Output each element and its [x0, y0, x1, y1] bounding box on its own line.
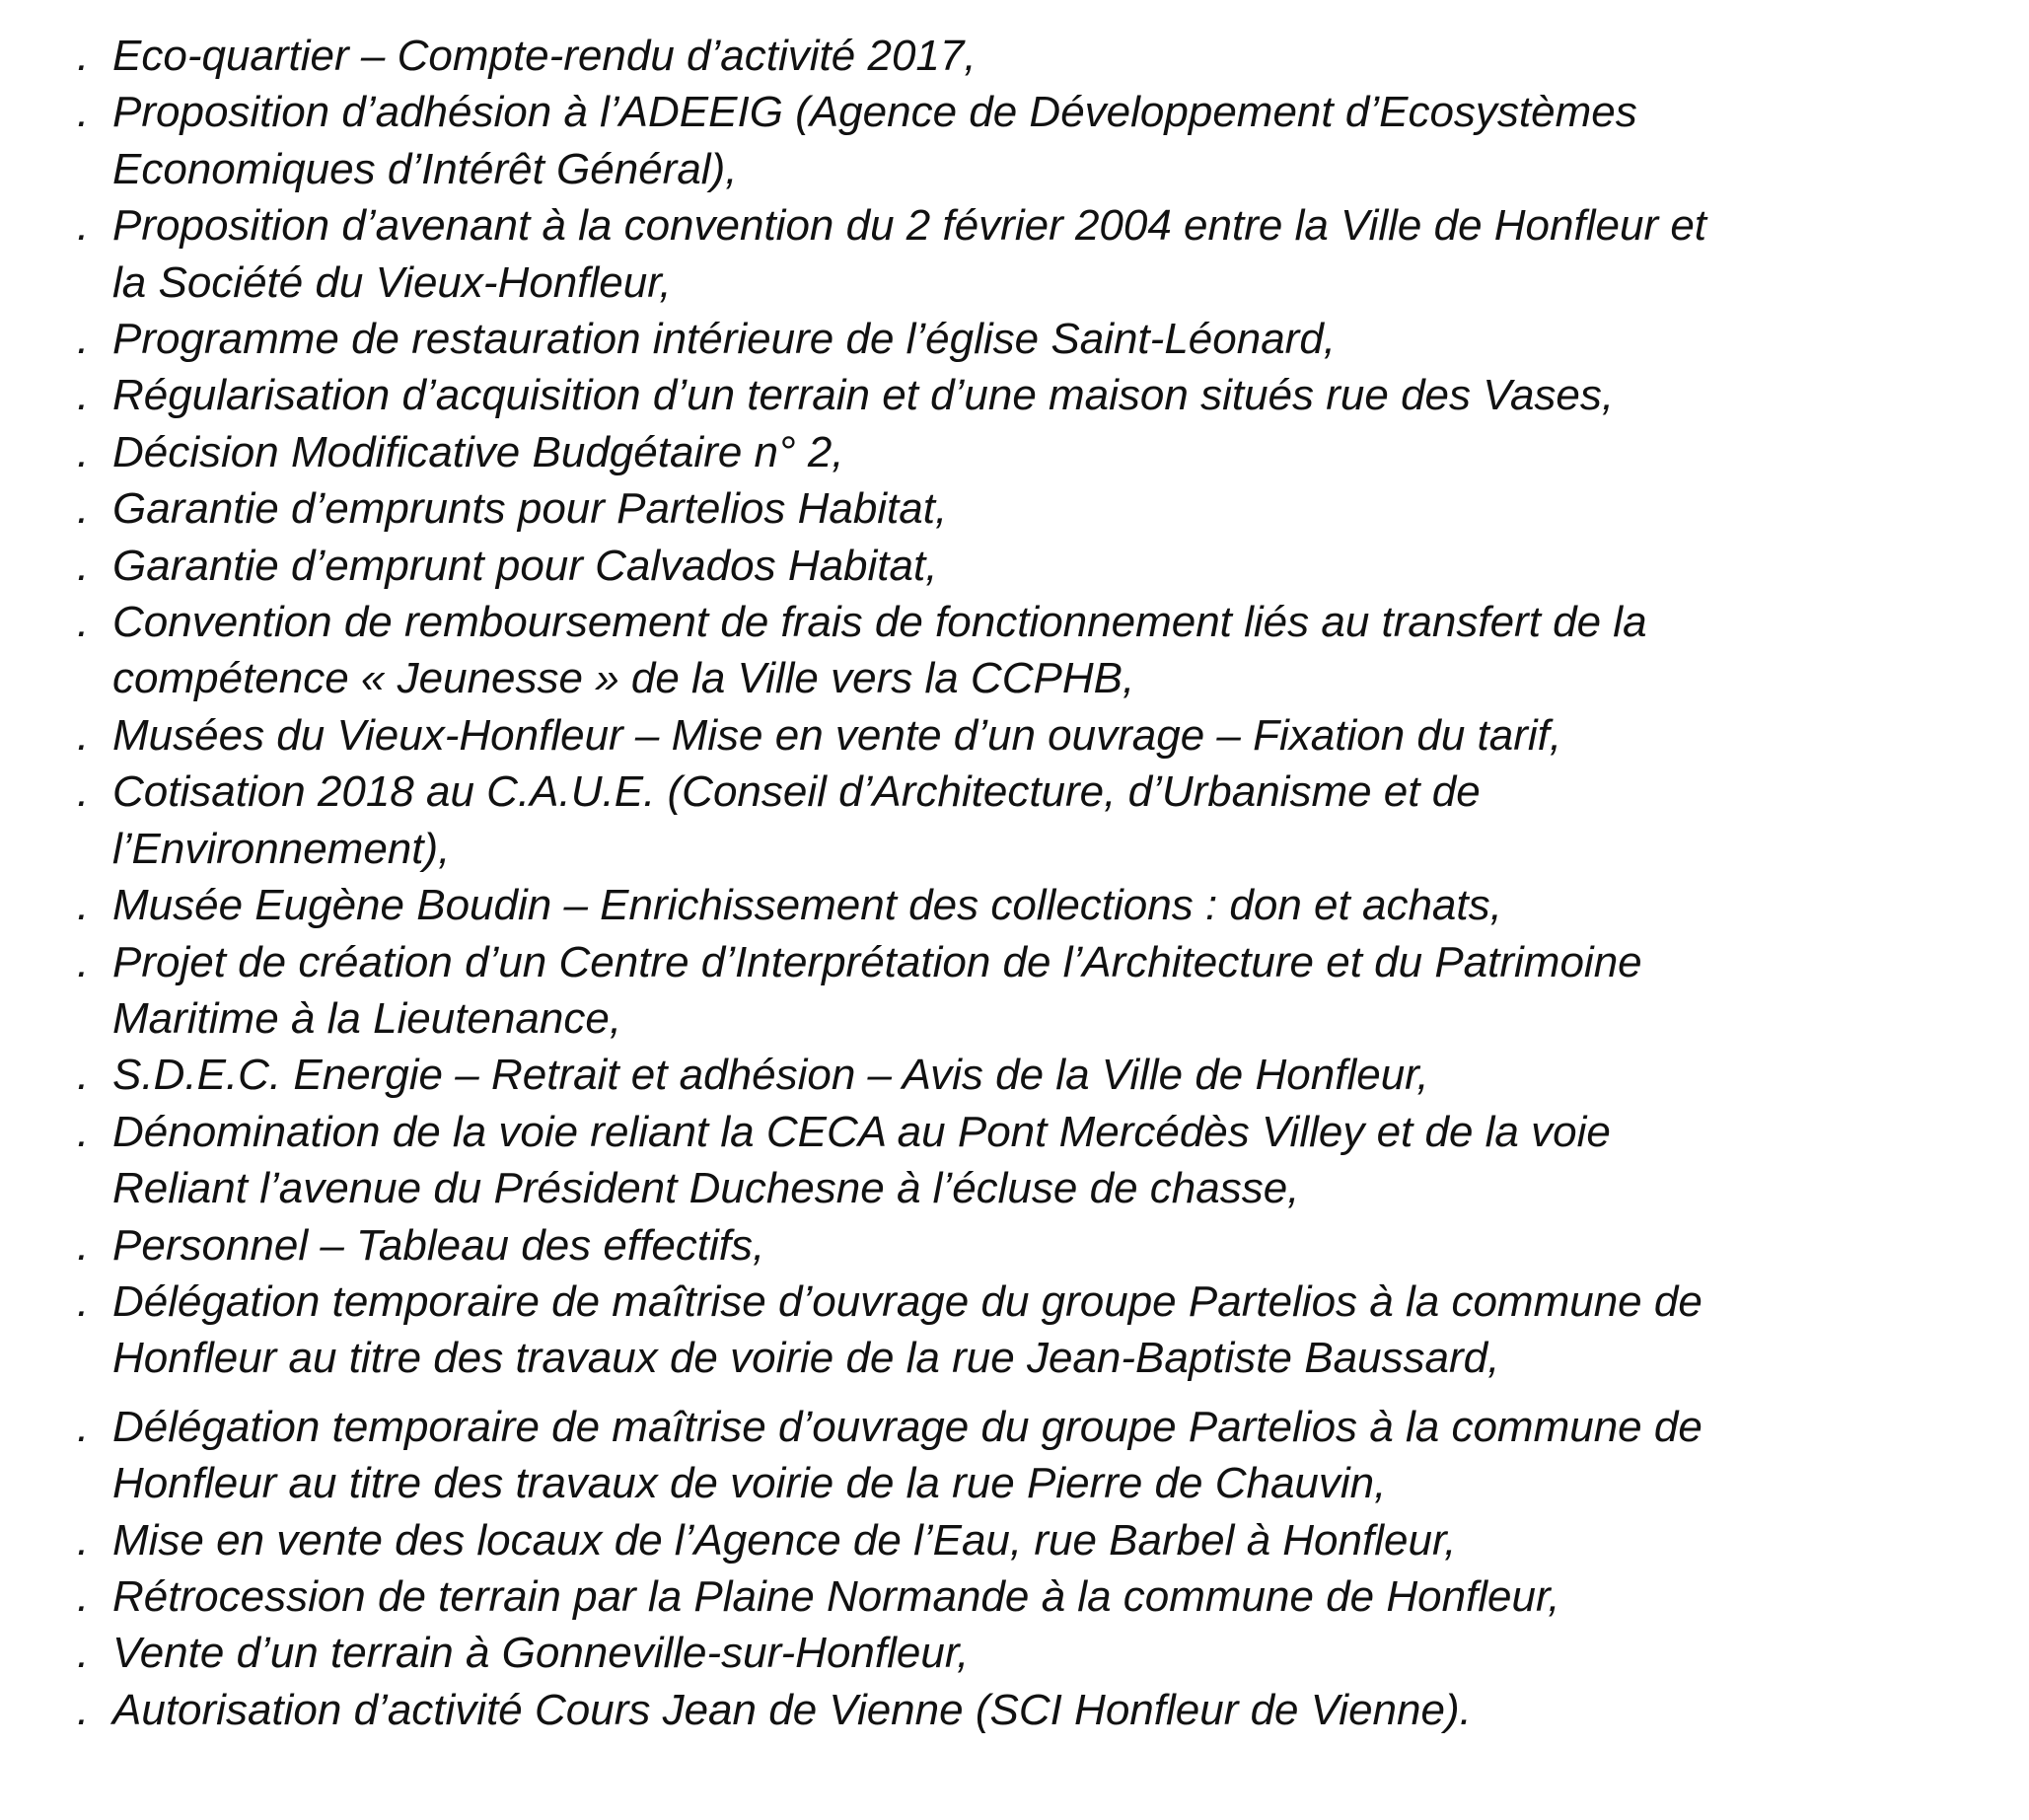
- list-item-text: Convention de remboursement de frais de fonctionnement liés au transfert de la: [112, 598, 1647, 647]
- list-item: [77, 367, 1981, 423]
- list-item: [77, 197, 1981, 311]
- list-bullet: .: [77, 315, 90, 364]
- list-item-text: Proposition d’avenant à la convention du 2 février 2004 entre la Ville de Honfleur et: [112, 201, 1707, 251]
- list-item-text: Autorisation d’activité Cours Jean de Vienne (SCI Honfleur de Vienne).: [112, 1685, 1472, 1734]
- list-item-text: Reliant l’avenue du Président Duchesne à l’écluse de chasse,: [112, 1164, 1300, 1213]
- list-bullet: .: [77, 767, 90, 817]
- list-bullet: .: [77, 598, 90, 647]
- list-item: [77, 934, 1981, 1048]
- list-item: [77, 594, 1981, 707]
- list-bullet: .: [77, 1629, 90, 1678]
- list-item: [77, 707, 1981, 764]
- list-item-text: Musée Eugène Boudin – Enrichissement des collections : don et achats,: [112, 881, 1502, 930]
- list-item-text: Délégation temporaire de maîtrise d’ouvrage du groupe Partelios à la commune de: [112, 1402, 1703, 1451]
- list-item-text: Programme de restauration intérieure de l’église Saint-Léonard,: [112, 315, 1337, 364]
- list-bullet: .: [77, 1515, 90, 1565]
- list-item: [77, 1682, 1981, 1738]
- list-item: [77, 1625, 1981, 1681]
- list-item-text: Rétrocession de terrain par la Plaine Normande à la commune de Honfleur,: [112, 1571, 1560, 1621]
- list-item-text: la Société du Vieux-Honfleur,: [112, 257, 672, 307]
- list-item: [77, 877, 1981, 933]
- list-item-text: Personnel – Tableau des effectifs,: [112, 1220, 765, 1270]
- list-item-text: Cotisation 2018 au C.A.U.E. (Conseil d’Architecture, d’Urbanisme et de: [112, 767, 1481, 817]
- list-bullet: .: [77, 1051, 90, 1100]
- list-item: [77, 1399, 1981, 1512]
- list-bullet: .: [77, 541, 90, 590]
- list-item: [77, 1568, 1981, 1625]
- list-item-text: Délégation temporaire de maîtrise d’ouvrage du groupe Partelios à la commune de: [112, 1276, 1703, 1326]
- list-item: [77, 1217, 1981, 1274]
- list-item: [77, 538, 1981, 594]
- list-bullet: .: [77, 484, 90, 534]
- list-bullet: .: [77, 1220, 90, 1270]
- list-item: [77, 1047, 1981, 1103]
- list-bullet: .: [77, 427, 90, 476]
- agenda-list: [77, 28, 1981, 1738]
- list-bullet: .: [77, 371, 90, 420]
- list-item: [77, 311, 1981, 367]
- list-bullet: .: [77, 1107, 90, 1156]
- list-item-text: Dénomination de la voie reliant la CECA au Pont Mercédès Villey et de la voie: [112, 1107, 1611, 1156]
- list-item-text: S.D.E.C. Energie – Retrait et adhésion – Avis de la Ville de Honfleur,: [112, 1051, 1429, 1100]
- list-bullet: .: [77, 710, 90, 760]
- list-item-text: Eco-quartier – Compte-rendu d’activité 2017,: [112, 32, 977, 80]
- list-item: [77, 1512, 1981, 1568]
- list-item-text: Proposition d’adhésion à l’ADEEIG (Agence de Développement d’Ecosystèmes: [112, 88, 1637, 137]
- list-bullet: .: [77, 32, 90, 80]
- list-bullet: .: [77, 88, 90, 137]
- list-item-text: Vente d’un terrain à Gonneville-sur-Honfleur,: [112, 1629, 970, 1678]
- list-item: [77, 1104, 1981, 1217]
- list-item-text: l’Environnement),: [112, 824, 451, 873]
- list-bullet: .: [77, 1276, 90, 1326]
- list-item-text: Décision Modificative Budgétaire n° 2,: [112, 427, 844, 476]
- list-item: [77, 424, 1981, 480]
- list-item-text: Garantie d’emprunts pour Partelios Habitat,: [112, 484, 948, 534]
- list-bullet: .: [77, 1685, 90, 1734]
- list-item-text: Régularisation d’acquisition d’un terrain et d’une maison situés rue des Vases,: [112, 371, 1615, 420]
- list-bullet: .: [77, 1402, 90, 1451]
- list-bullet: .: [77, 881, 90, 930]
- list-item-text: Maritime à la Lieutenance,: [112, 993, 622, 1043]
- list-item-text: Honfleur au titre des travaux de voirie de la rue Jean-Baptiste Baussard,: [112, 1334, 1500, 1383]
- list-item-text: Projet de création d’un Centre d’Interprétation de l’Architecture et du Patrimoine: [112, 937, 1642, 986]
- list-item-text: Garantie d’emprunt pour Calvados Habitat,: [112, 541, 938, 590]
- list-item: [77, 1274, 1981, 1387]
- list-item-text: Economiques d’Intérêt Général),: [112, 144, 738, 193]
- list-item: [77, 480, 1981, 537]
- list-bullet: .: [77, 201, 90, 251]
- list-item-text: Honfleur au titre des travaux de voirie de la rue Pierre de Chauvin,: [112, 1459, 1387, 1508]
- list-item: [77, 764, 1981, 877]
- list-item-text: Mise en vente des locaux de l’Agence de l’Eau, rue Barbel à Honfleur,: [112, 1515, 1457, 1565]
- list-bullet: .: [77, 937, 90, 986]
- list-item: [77, 84, 1981, 197]
- list-bullet: .: [77, 1571, 90, 1621]
- list-item-text: Musées du Vieux-Honfleur – Mise en vente d’un ouvrage – Fixation du tarif,: [112, 710, 1562, 760]
- list-item: [77, 28, 1981, 84]
- list-item-text: compétence « Jeunesse » de la Ville vers la CCPHB,: [112, 654, 1135, 703]
